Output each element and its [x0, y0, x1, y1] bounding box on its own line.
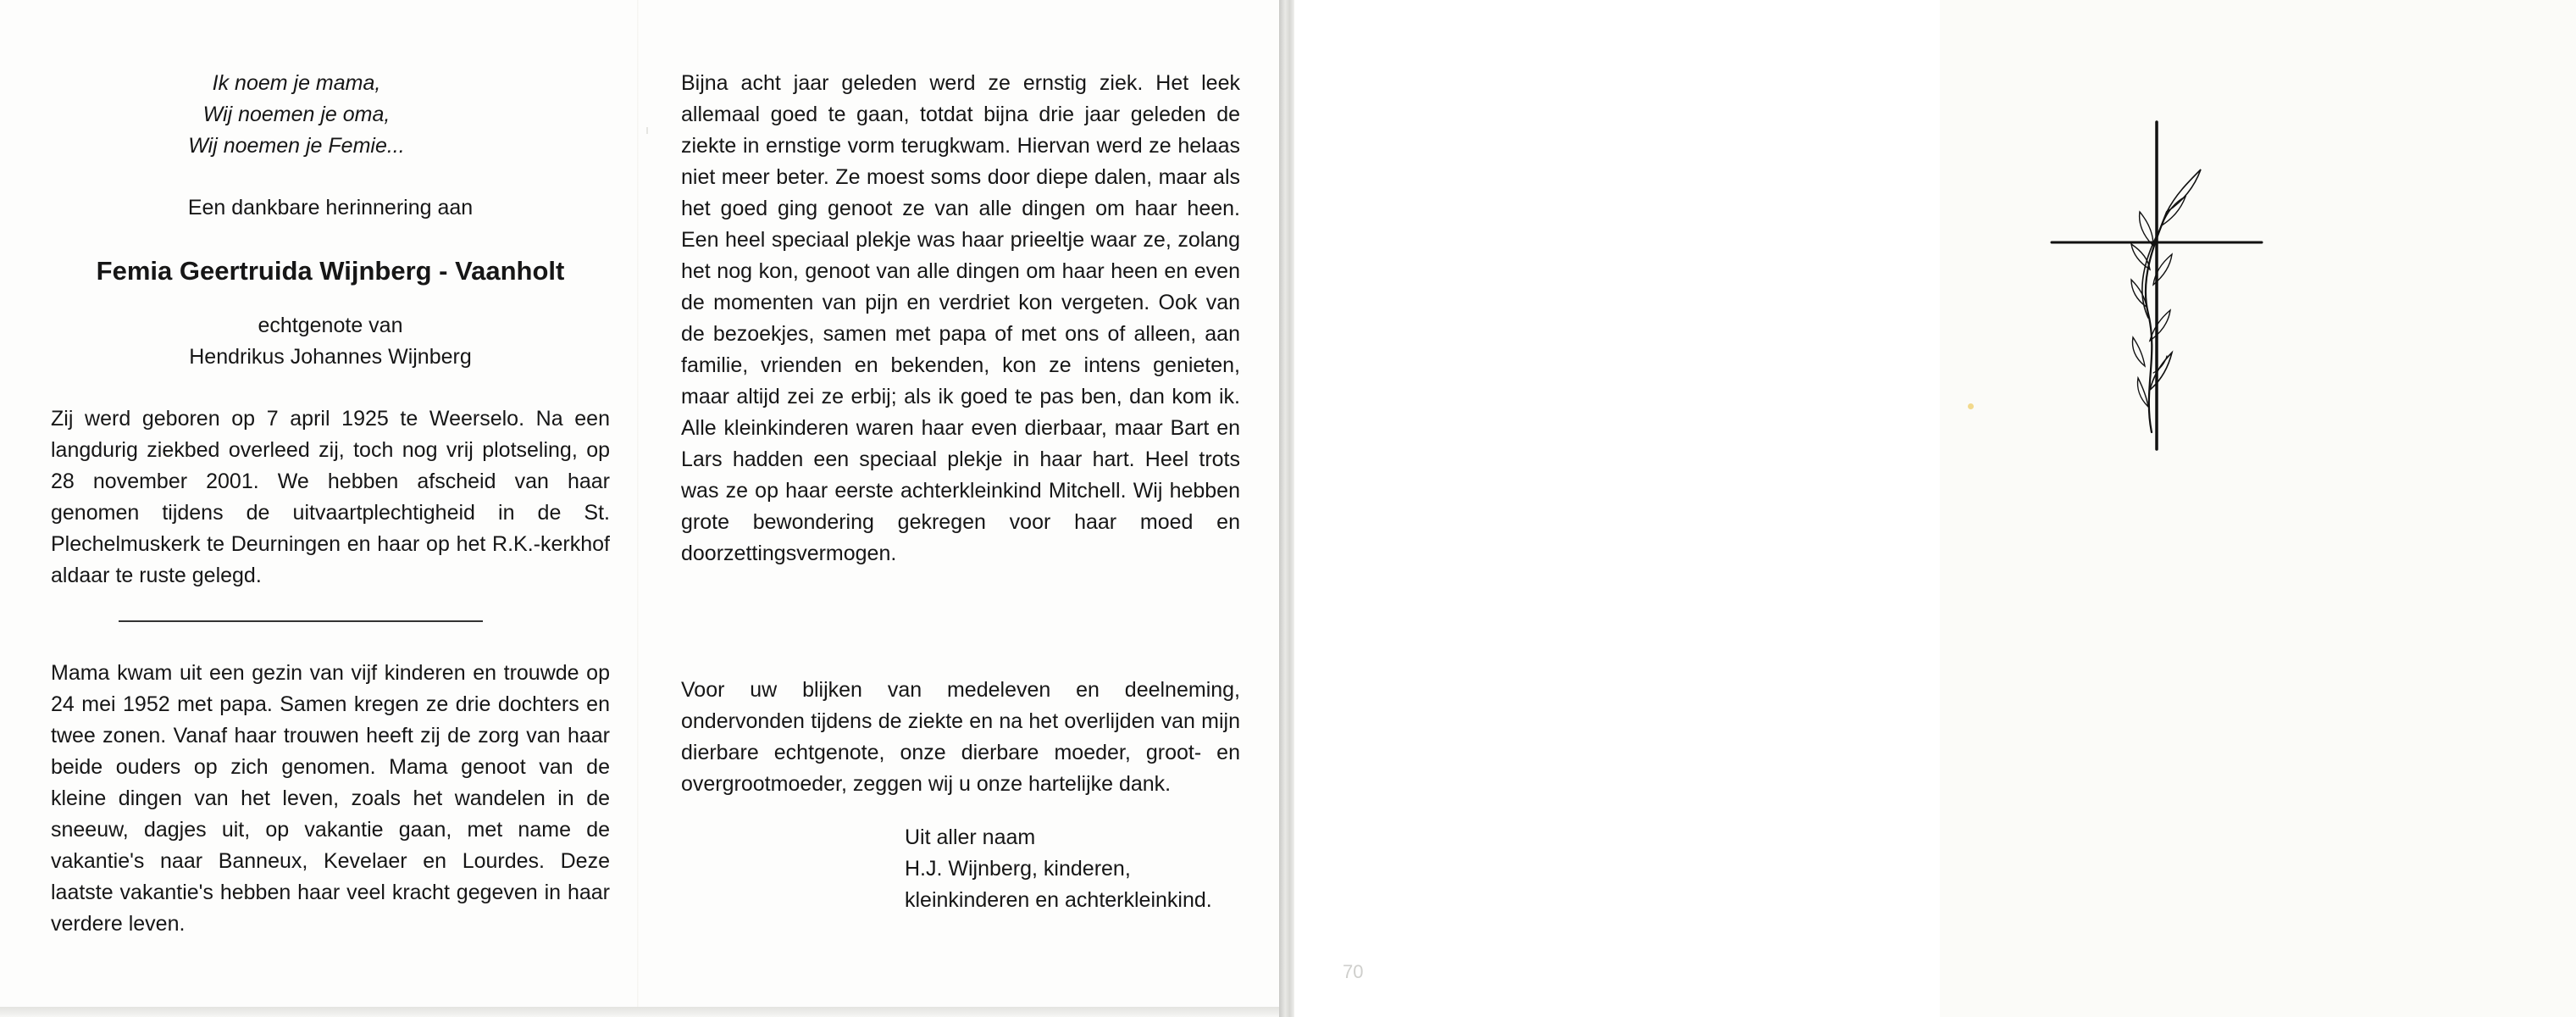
paragraph-text: Mama kwam uit een gezin van vijf kinderen en trouwde op 24 mei 1952 met papa. Samen kregen ze drie dochters en twee zonen. Vanaf haar trouwen heeft zij de zorg van haar beide ouders op zich genomen. Mama genoot van de kleine dingen van het leven, zoals het wandelen in de sneeuw, dagjes uit, op vakantie gaan, met name de vakantie's naar Banneux, Kevelaer en Lourdes. Deze laatste vakantie's hebben haar veel kracht gegeven in haar verdere leven.	[51, 661, 610, 936]
paragraph-text: Zij werd geboren op 7 april 1925 te Weerselo. Na een langdurig ziekbed overleed zij, toch nog vrij plotseling, op 28 november 2001. We hebben afscheid van haar genomen tijdens de uitvaartplechtigheid in de St. Plechelmuskerk te Deurningen en haar op het R.K.-kerkhof aldaar te ruste gelegd.	[51, 407, 610, 587]
crease-mark	[646, 127, 648, 134]
signature-line: H.J. Wijnberg, kinderen,	[905, 857, 1131, 881]
binding-gutter	[1279, 0, 1294, 1017]
signature-block	[905, 822, 1240, 916]
signature-line: kleinkinderen en achterkleinkind.	[905, 888, 1212, 912]
poem-line: Wij noemen je oma,	[202, 103, 391, 126]
illness-paragraph	[681, 68, 1240, 570]
poem-line: Wij noemen je Femie...	[188, 134, 405, 158]
paragraph-text: Voor uw blijken van medeleven en deelneming, ondervonden tijdens de ziekte en na het overlijden van mijn dierbare echtgenote, onze dierbare moeder, groot- en overgrootmoeder, zeggen wij u onze hartelijke dank.	[681, 678, 1240, 796]
page-bottom-edge	[0, 1007, 1279, 1017]
poem-line: Ik noem je mama,	[212, 71, 381, 95]
signature-line: Uit aller naam	[905, 825, 1036, 849]
middle-column	[681, 68, 1240, 916]
family-paragraph	[51, 658, 610, 940]
spouse-block	[51, 310, 610, 373]
poem	[17, 68, 576, 162]
spouse-name: Hendrikus Johannes Wijnberg	[189, 345, 472, 369]
thanks-paragraph	[681, 675, 1240, 800]
left-column	[51, 68, 610, 940]
spouse-label: echtgenote van	[258, 314, 403, 337]
paragraph-text: Bijna acht jaar geleden werd ze ernstig ziek. Het leek allemaal goed te gaan, totdat bijna drie jaar geleden de ziekte in ernstige vorm terugkwam. Hiervan werd ze helaas niet meer beter. Ze moest soms door diepe dalen, maar als het goed ging genoot ze van alle dingen om haar heen. Een heel speciaal plekje was haar prieeltje waar ze, zolang het nog kon, genoot van alle dingen om haar heen en even de momenten van pijn en verdriet kon vergeten. Ook van de bezoekjes, samen met papa of met ons of alleen, aan familie, vrienden en bekenden, kon ze intens genieten, maar altijd zei ze erbij; als ik goed te pas ben, dan kom ik. Alle kleinkinderen waren haar even dierbaar, maar Bart en Lars hadden een speciaal plekje in haar hart. Heel trots was ze op haar eerste achterkleinkind Mitchell. Wij hebben grote bewondering gekregen voor haar moed en doorzettingsvermogen.	[681, 71, 1240, 565]
cross-with-olive-branch-icon	[2048, 119, 2269, 458]
page-number: 70	[1343, 961, 1364, 982]
inside-fold	[637, 0, 639, 1007]
paper-speck	[1968, 403, 1974, 409]
deceased-name: Femia Geertruida Wijnberg - Vaanholt	[96, 256, 565, 286]
intro-line: Een dankbare herinnering aan	[187, 196, 474, 220]
divider-line	[119, 620, 483, 622]
life-paragraph	[51, 403, 610, 592]
